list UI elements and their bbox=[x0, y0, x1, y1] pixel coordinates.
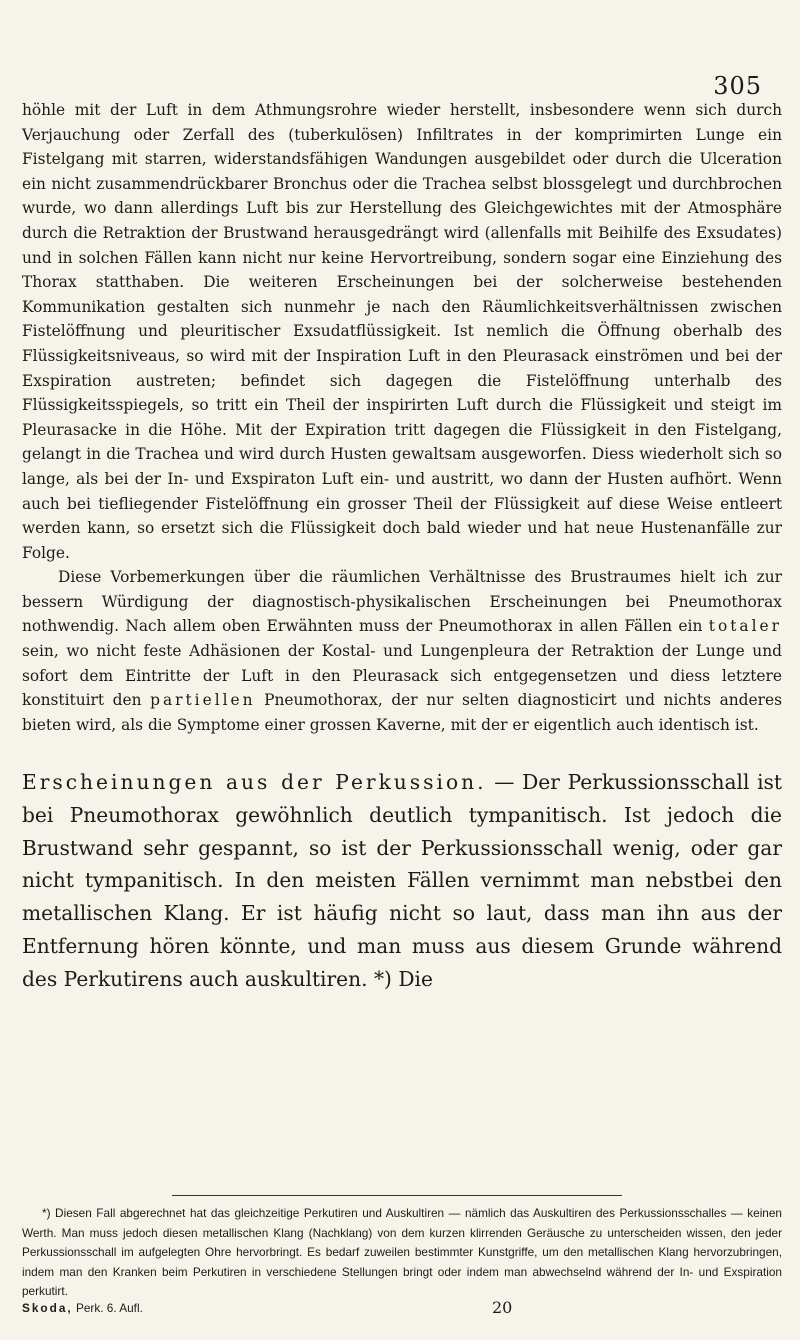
percussion-section bbox=[22, 766, 782, 996]
footnote-divider bbox=[172, 1195, 622, 1196]
footnote bbox=[22, 1204, 782, 1302]
paragraph-part: Diese Vorbemerkungen über die räumlichen Verhältnisse des Brustraumes hielt ich zur bessern Würdigung der diagnostisch-physikalischen Erscheinungen bei Pneumothorax nothwendig. Nach allem oben Erwähnten muss der Pneumothorax in allen Fällen ein bbox=[22, 568, 782, 636]
paragraph-part: Pneumothorax, der nur selten diagnosticirt und nichts anderes bieten wird, als die Symptome einer grossen Kaverne, mit der er eigentlich auch identisch ist. bbox=[22, 691, 782, 734]
footer-work: Perk. 6. Aufl. bbox=[75, 1301, 143, 1315]
section-heading: Erscheinungen aus der Perkussion. bbox=[22, 770, 487, 794]
paragraph-pneumothorax bbox=[22, 565, 782, 737]
footnote-text: *) Diesen Fall abgerechnet hat das gleichzeitige Perkutiren und Auskultiren — nämlich das Auskultiren des Perkussionsschalles — keinen Werth. Man muss jedoch diesen metallischen Klang (Nachklang) von dem kurzen klirrenden Geräusche zu unterscheiden wissen, den jeder Perkussionsschall im aufgelegten Ohre hervorbringt. Es bedarf zuweilen bestimmter Kunstgriffe, um den metallischen Klang hervorzubringen, indem man den Kranken beim Perkutiren in verschiedene Stellungen bringt oder indem man abwechselnd während der In- und Exspiration perkutirt. bbox=[22, 1206, 782, 1299]
paragraph-part: sein, wo nicht feste Adhäsionen der Kostal- und Lungenpleura der Retraktion der Lunge und sofort dem Eintritte der Luft in den Pleurasack sich entgegensetzen und diess letztere konstituirt den bbox=[22, 642, 782, 710]
main-text bbox=[22, 98, 782, 737]
signature-number: 20 bbox=[492, 1298, 513, 1317]
footer-signature-line bbox=[22, 1298, 782, 1317]
paragraph-intro: höhle mit der Luft in dem Athmungsrohre wieder herstellt, insbesondere wenn sich durch Verjauchung oder Zerfall des (tuberkulösen) Infiltrates in der komprimirten Lunge ein Fistelgang mit starren, widerstandsfähigen Wandungen ausgebildet oder durch die Ulceration ein nicht zusammendrückbarer Bronchus oder die Trachea selbst blossgelegt und durchbrochen wurde, wo dann allerdings Luft bis zur Herstellung des Gleichgewichtes mit der Atmosphäre durch die Retraktion der Brustwand herausgedrängt wird (allenfalls mit Beihilfe des Exsudates) und in solchen Fällen kann nicht nur keine Hervortreibung, sondern sogar eine Einziehung des Thorax statthaben. Die weiteren Erscheinungen bei der solcherweise bestehenden Kommunikation gestalten sich nunmehr je nach den Räumlichkeitsverhältnissen zwischen Fistelöffnung und pleuritischer Exsudatflüssigkeit. Ist nemlich die Öffnung oberhalb des Flüssigkeitsniveaus, so wird mit der Inspiration Luft in den Pleurasack einströmen und bei der Exspiration austreten; befindet sich dagegen die Fistelöffnung unterhalb des Flüssigkeitsspiegels, so tritt ein Theil der inspirirten Luft durch die Flüssigkeit und steigt im Pleurasacke in die Höhe. Mit der Expiration tritt dagegen die Flüssigkeit in den Fistelgang, gelangt in die Trachea und wird durch Husten gewaltsam ausgeworfen. Diess wiederholt sich so lange, als bei der In- und Exspiraton Luft ein- und austritt, wo dann der Husten aufhört. Wenn auch bei tiefliegender Fistelöffnung ein grosser Theil der Flüssigkeit auf diese Weise entleert werden kann, so ersetzt sich die Flüssigkeit doch bald wieder und hat neue Hustenanfälle zur Folge. bbox=[22, 101, 782, 562]
page-number: 305 bbox=[713, 72, 762, 100]
footer-author: Skoda, bbox=[22, 1301, 73, 1315]
section-text: — Der Perkussionsschall ist bei Pneumothorax gewöhnlich deutlich tympanitisch. Ist jedoch die Brustwand sehr gespannt, so ist der Perkussionsschall wenig, oder gar nicht tympanitisch. In den meisten Fällen vernimmt man nebstbei den metallischen Klang. Er ist häufig nicht so laut, dass man ihn aus der Entfernung hören könnte, und man muss aus diesem Grunde während des Perkutirens auch auskultiren. *) Die bbox=[22, 770, 783, 991]
emphasis-totaler: totaler bbox=[708, 617, 782, 636]
emphasis-partiellen: partiellen bbox=[150, 691, 256, 710]
